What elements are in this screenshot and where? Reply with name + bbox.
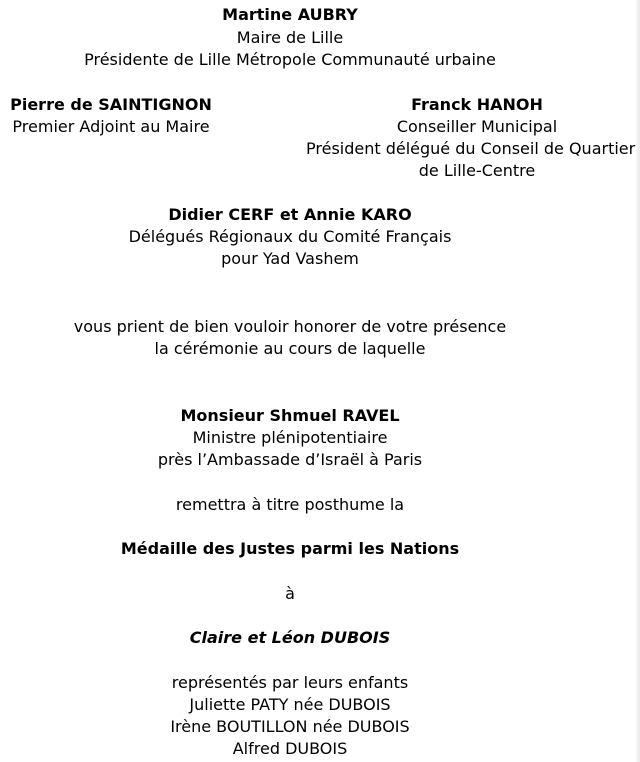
host-aubry-title: Maire de Lille: [236, 28, 344, 47]
host-cerf-karo-name: Didier CERF et Annie KARO: [168, 205, 412, 224]
presenter-title-2: près l’Ambassade d’Israël à Paris: [157, 450, 423, 469]
host-cerf-karo-title: Délégués Régionaux du Comité Français: [128, 227, 452, 246]
host-saintignon-name: Pierre de SAINTIGNON: [10, 95, 212, 114]
invitation-line-2: la cérémonie au cours de laquelle: [154, 339, 426, 358]
represented-intro: représentés par leurs enfants: [171, 673, 409, 692]
host-cerf-karo-title-2: pour Yad Vashem: [221, 249, 359, 268]
invitation-line-1: vous prient de bien vouloir honorer de votre présence: [73, 317, 507, 336]
host-hanoh-title: Conseiller Municipal: [396, 117, 558, 136]
preposition-text: à: [285, 584, 295, 603]
child-name: Juliette PATY née DUBOIS: [189, 695, 391, 714]
child-name: Irène BOUTILLON née DUBOIS: [170, 717, 410, 736]
host-saintignon-title: Premier Adjoint au Maire: [12, 117, 210, 136]
host-aubry-name: Martine AUBRY: [222, 5, 358, 24]
honorees-name: Claire et Léon DUBOIS: [189, 628, 391, 647]
host-hanoh-name: Franck HANOH: [411, 95, 543, 114]
medal-title: Médaille des Justes parmi les Nations: [120, 539, 460, 558]
action-text: remettra à titre posthume la: [175, 495, 405, 514]
child-name: Alfred DUBOIS: [232, 739, 348, 758]
presenter-title: Ministre plénipotentiaire: [192, 428, 388, 447]
host-hanoh-title-2: Président délégué du Conseil de Quartier: [306, 139, 636, 158]
host-hanoh-title-3: de Lille-Centre: [418, 161, 536, 180]
presenter-name: Monsieur Shmuel RAVEL: [180, 406, 400, 425]
page-edge-shadow: [636, 0, 640, 762]
host-aubry-title-2: Présidente de Lille Métropole Communauté urbaine: [84, 50, 496, 69]
